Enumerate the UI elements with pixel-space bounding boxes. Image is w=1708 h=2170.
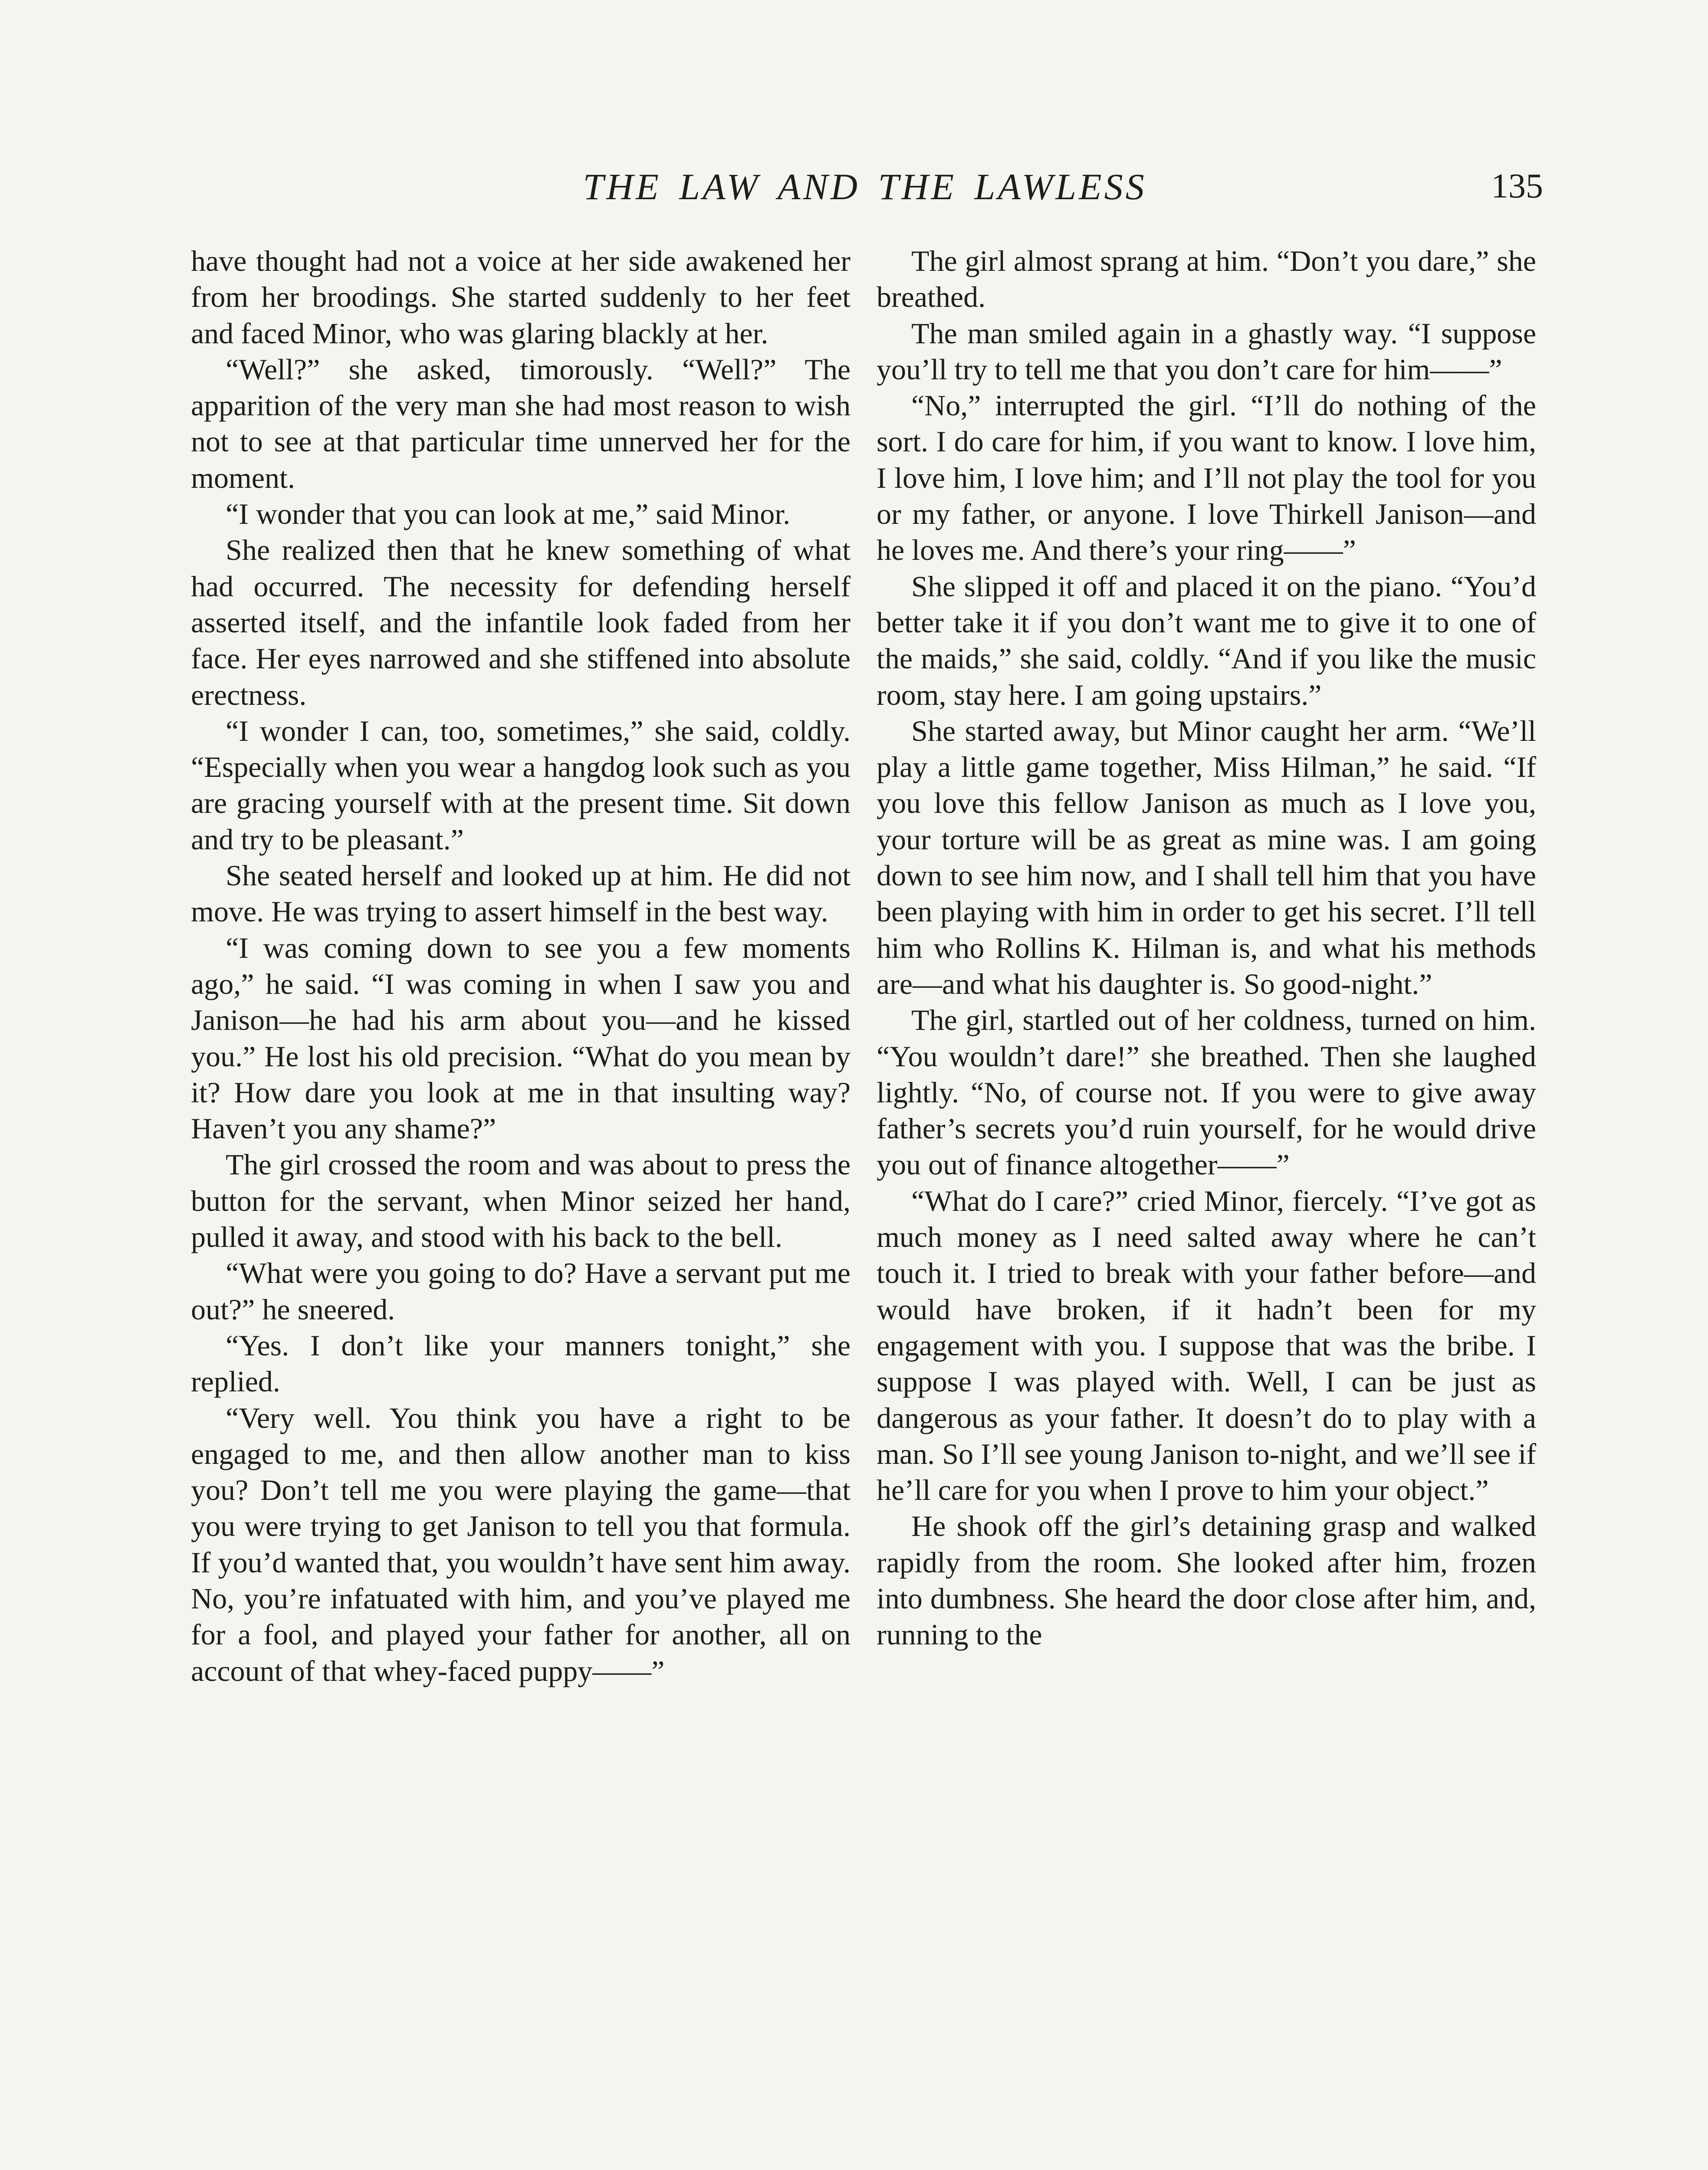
text-column-right	[877, 243, 1536, 1653]
paragraph: She realized then that he knew something of what had occurred. The necessity for defending herself asserted itself, and the infantile look faded from her face. Her eyes narrowed and she stiffened into absolute erectness.	[191, 533, 851, 711]
paragraph: “Yes. I don’t like your manners tonight,” she replied.	[191, 1328, 851, 1398]
paragraph: have thought had not a voice at her side awakened her from her broodings. She started suddenly to her feet and faced Minor, who was glaring blackly at her.	[191, 244, 851, 350]
paragraph: “What do I care?” cried Minor, fiercely. “I’ve got as much money as I need salted away where he can’t touch it. I tried to break with your father before—and would have broken, if it hadn’t been for my engagement with you. I suppose that was the bribe. I suppose I was played with. Well, I can be just as dangerous as your father. It doesn’t do to play with a man. So I’ll see young Janison to-night, and we’ll see if he’ll care for you when I prove to him your object.”	[877, 1184, 1536, 1507]
paragraph: “I wonder I can, too, sometimes,” she said, coldly. “Especially when you wear a hangdog look such as you are gracing yourself with at the present time. Sit down and try to be pleasant.”	[191, 714, 851, 856]
paragraph: “I wonder that you can look at me,” said Minor.	[226, 497, 791, 531]
paragraph: “What were you going to do? Have a servant put me out?” he sneered.	[191, 1256, 851, 1326]
page-header	[187, 165, 1543, 226]
page-number: 135	[1491, 167, 1543, 205]
paragraph: “Well?” she asked, timorously. “Well?” The apparition of the very man she had most reason to wish not to see at that particular time unnerved her for the moment.	[191, 352, 851, 494]
paragraph: The girl, startled out of her coldness, turned on him. “You wouldn’t dare!” she breathed. Then she laughed lightly. “No, of course not. If you were to give away father’s secrets you’d ruin yourself, for he would drive you out of finance altogether——”	[877, 1003, 1536, 1181]
paragraph: She slipped it off and placed it on the piano. “You’d better take it if you don’t want me to give it to one of the maids,” she said, coldly. “And if you like the music room, stay here. I am going upstairs.”	[877, 569, 1536, 711]
paragraph: “Very well. You think you have a right to be engaged to me, and then allow another man to kiss you? Don’t tell me you were playing the game—that you were trying to get Janison to tell you that formula. If you’d wanted that, you wouldn’t have sent him away. No, you’re infatuated with him, and you’ve played me for a fool, and played your father for another, all on account of that whey-faced puppy——”	[191, 1401, 851, 1687]
paragraph: The girl almost sprang at him. “Don’t you dare,” she breathed.	[877, 244, 1536, 314]
paragraph: She seated herself and looked up at him. He did not move. He was trying to assert himself in the best way.	[191, 859, 851, 928]
text-column-left	[191, 243, 851, 1689]
paragraph: “I was coming down to see you a few moments ago,” he said. “I was coming in when I saw you and Janison—he had his arm about you—and he kissed you.” He lost his old precision. “What do you mean by it? How dare you look at me in that insulting way? Haven’t you any shame?”	[191, 931, 851, 1145]
paragraph: The man smiled again in a ghastly way. “I suppose you’ll try to tell me that you don’t care for him——”	[877, 316, 1536, 386]
paragraph: He shook off the girl’s detaining grasp and walked rapidly from the room. She looked after him, frozen into dumbness. She heard the door close after him, and, running to the	[877, 1509, 1536, 1651]
paragraph: “No,” interrupted the girl. “I’ll do nothing of the sort. I do care for him, if you want to know. I love him, I love him, I love him; and I’ll not play the tool for you or my father, or anyone. I love Thirkell Janison—and he loves me. And there’s your ring——”	[877, 389, 1536, 567]
running-title: THE LAW AND THE LAWLESS	[583, 166, 1147, 207]
paragraph: The girl crossed the room and was about to press the button for the servant, when Minor seized her hand, pulled it away, and stood with his back to the bell.	[191, 1148, 851, 1254]
paragraph: She started away, but Minor caught her arm. “We’ll play a little game together, Miss Hilman,” he said. “If you love this fellow Janison as much as I love you, your torture will be as great as mine was. I am going down to see him now, and I shall tell him that you have been playing with him in order to get his secret. I’ll tell him who Rollins K. Hilman is, and what his methods are—and what his daughter is. So good-night.”	[877, 714, 1536, 1000]
